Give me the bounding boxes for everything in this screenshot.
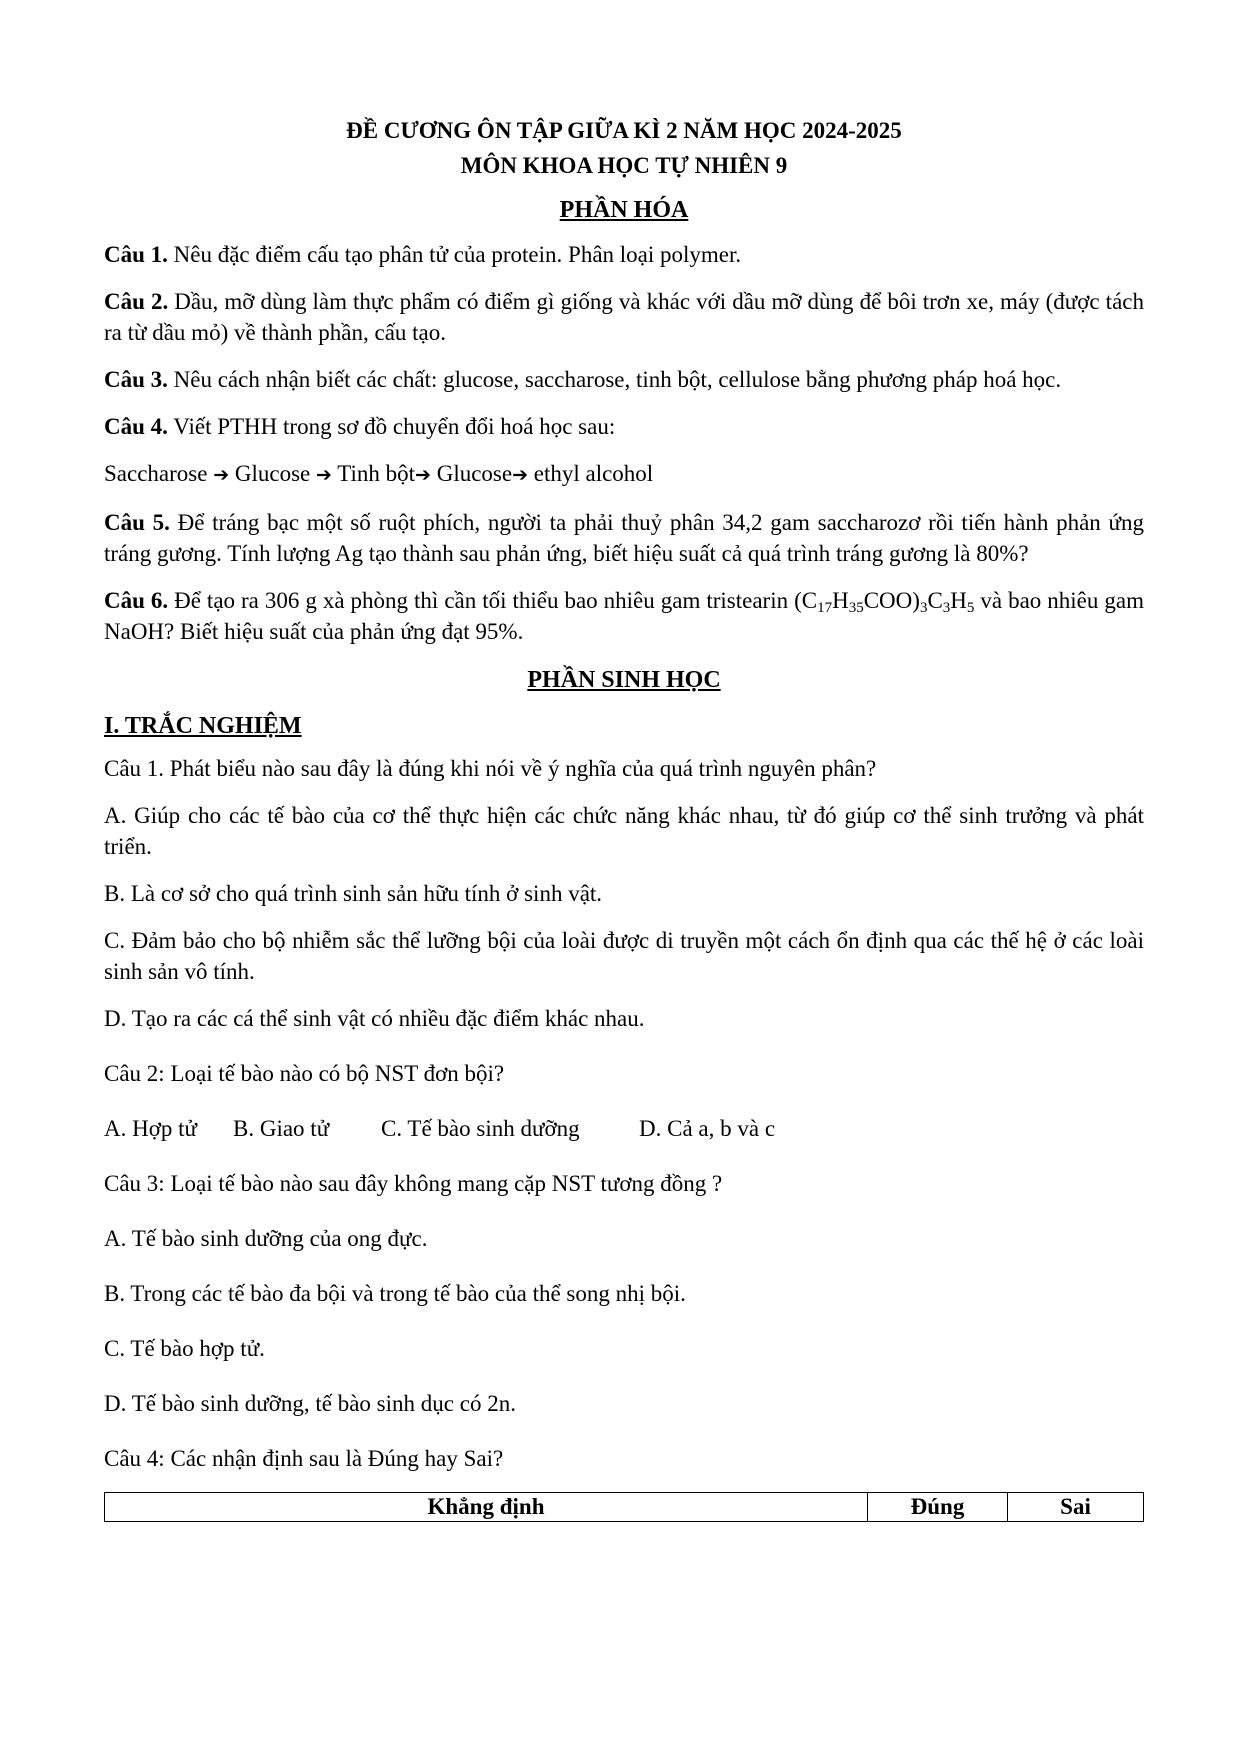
column-header-statement: Khẳng định — [105, 1493, 868, 1522]
table-header-row — [105, 1493, 1144, 1522]
formula-subscript: 35 — [848, 600, 864, 616]
answer-option-b: B. Trong các tế bào đa bội và trong tế bào của thể song nhị bội. — [104, 1281, 686, 1306]
answer-options-row — [104, 1113, 1144, 1144]
bio-question-4: Câu 4: Các nhận định sau là Đúng hay Sai? — [104, 1446, 504, 1471]
chain-step: Tinh bột — [331, 461, 416, 486]
question-label: Câu 2. — [104, 289, 169, 314]
chem-question-1 — [104, 239, 1144, 270]
formula-subscript: 3 — [942, 600, 951, 616]
chain-step: Glucose — [430, 461, 513, 486]
question-label: Câu 1. — [104, 242, 168, 267]
chem-question-2 — [104, 286, 1144, 348]
chain-step: Saccharose — [104, 461, 214, 486]
formula-subscript: 3 — [919, 600, 928, 616]
question-text: Nêu đặc điểm cấu tạo phân tử của protein. Phân loại polymer. — [167, 242, 742, 267]
answer-option-a: A. Hợp tử — [104, 1116, 197, 1141]
formula-part: COO) — [863, 588, 920, 613]
formula-part: H — [832, 588, 849, 613]
chem-question-4 — [104, 411, 1144, 442]
answer-option-c: C. Tế bào hợp tử. — [104, 1336, 265, 1361]
answer-option-a: A. Giúp cho các tế bào của cơ thể thực hiện các chức năng khác nhau, từ đó giúp cơ thể sinh trưởng và phát triển. — [104, 803, 1144, 859]
true-false-table — [104, 1492, 1144, 1522]
answer-option-d: D. Cả a, b và c — [639, 1116, 776, 1141]
chain-step: ethyl alcohol — [528, 461, 654, 486]
chain-step: Glucose — [229, 461, 316, 486]
formula-subscript: 17 — [817, 600, 833, 616]
bio-question-1: Câu 1. Phát biểu nào sau đây là đúng khi nói về ý nghĩa của quá trình nguyên phân? — [104, 756, 877, 781]
answer-option-c: C. Đảm bảo cho bộ nhiễm sắc thể lưỡng bội của loài được di truyền một cách ổn định qua các thế hệ ở các loài sinh sản vô tính. — [104, 928, 1144, 984]
question-label: Câu 6. — [104, 588, 169, 613]
answer-option-b: B. Là cơ sở cho quá trình sinh sản hữu tính ở sinh vật. — [104, 881, 603, 906]
formula-subscript: 5 — [966, 600, 975, 616]
question-text: Để tạo ra 306 g xà phòng thì cần tối thiểu bao nhiêu gam tristearin (C — [168, 588, 818, 613]
document-title: ĐỀ CƯƠNG ÔN TẬP GIỮA KÌ 2 NĂM HỌC 2024-2025 — [346, 118, 902, 143]
question-text: Để tráng bạc một số ruột phích, người ta phải thuỷ phân 34,2 gam saccharozơ rồi tiến hành phản ứng tráng gương. Tính lượng Ag tạo thành sau phản ứng, biết hiệu suất cả quá trình tráng gương là 80%? — [104, 510, 1144, 566]
formula-part: C — [927, 588, 943, 613]
question-text: và bao nhiêu gam NaOH? Biết hiệu suất của phản ứng đạt 95%. — [104, 588, 1144, 644]
right-arrow-icon: ➔ — [512, 464, 528, 486]
reaction-chain — [104, 458, 1144, 491]
question-label: Câu 3. — [104, 367, 168, 392]
right-arrow-icon: ➔ — [415, 464, 431, 486]
answer-option-d: D. Tạo ra các cá thể sinh vật có nhiều đặc điểm khác nhau. — [104, 1006, 645, 1031]
column-header-false: Sai — [1008, 1493, 1144, 1522]
multiple-choice-heading: I. TRẮC NGHIỆM — [104, 713, 302, 739]
question-text: Viết PTHH trong sơ đồ chuyển đổi hoá học sau: — [167, 414, 616, 439]
biology-heading: PHẦN SINH HỌC — [527, 667, 721, 693]
question-label: Câu 5. — [104, 510, 170, 535]
bio-question-3: Câu 3: Loại tế bào nào sau đây không mang cặp NST tương đồng ? — [104, 1171, 723, 1196]
answer-option-a: A. Tế bào sinh dưỡng của ong đực. — [104, 1226, 428, 1251]
question-text: Nêu cách nhận biết các chất: glucose, saccharose, tinh bột, cellulose bằng phương pháp hoá học. — [167, 367, 1062, 392]
question-text: Dầu, mỡ dùng làm thực phẩm có điểm gì giống và khác với dầu mỡ dùng để bôi trơn xe, máy (được tách ra từ dầu mỏ) về thành phần, cấu tạo. — [104, 289, 1144, 345]
right-arrow-icon: ➔ — [316, 464, 332, 486]
chem-question-6 — [104, 585, 1144, 647]
chemistry-heading: PHẦN HÓA — [559, 197, 689, 223]
right-arrow-icon: ➔ — [213, 464, 230, 486]
answer-option-b: B. Giao tử — [233, 1116, 330, 1141]
document-page — [104, 112, 1144, 1522]
chem-question-3 — [104, 364, 1144, 395]
answer-option-d: D. Tế bào sinh dưỡng, tế bào sinh dục có 2n. — [104, 1391, 516, 1416]
column-header-true: Đúng — [868, 1493, 1008, 1522]
question-label: Câu 4. — [104, 414, 168, 439]
formula-part: H — [950, 588, 967, 613]
answer-option-c: C. Tế bào sinh dưỡng — [381, 1116, 580, 1141]
bio-question-2: Câu 2: Loại tế bào nào có bộ NST đơn bội? — [104, 1061, 505, 1086]
chem-question-5 — [104, 507, 1144, 569]
document-subtitle: MÔN KHOA HỌC TỰ NHIÊN 9 — [460, 153, 788, 178]
